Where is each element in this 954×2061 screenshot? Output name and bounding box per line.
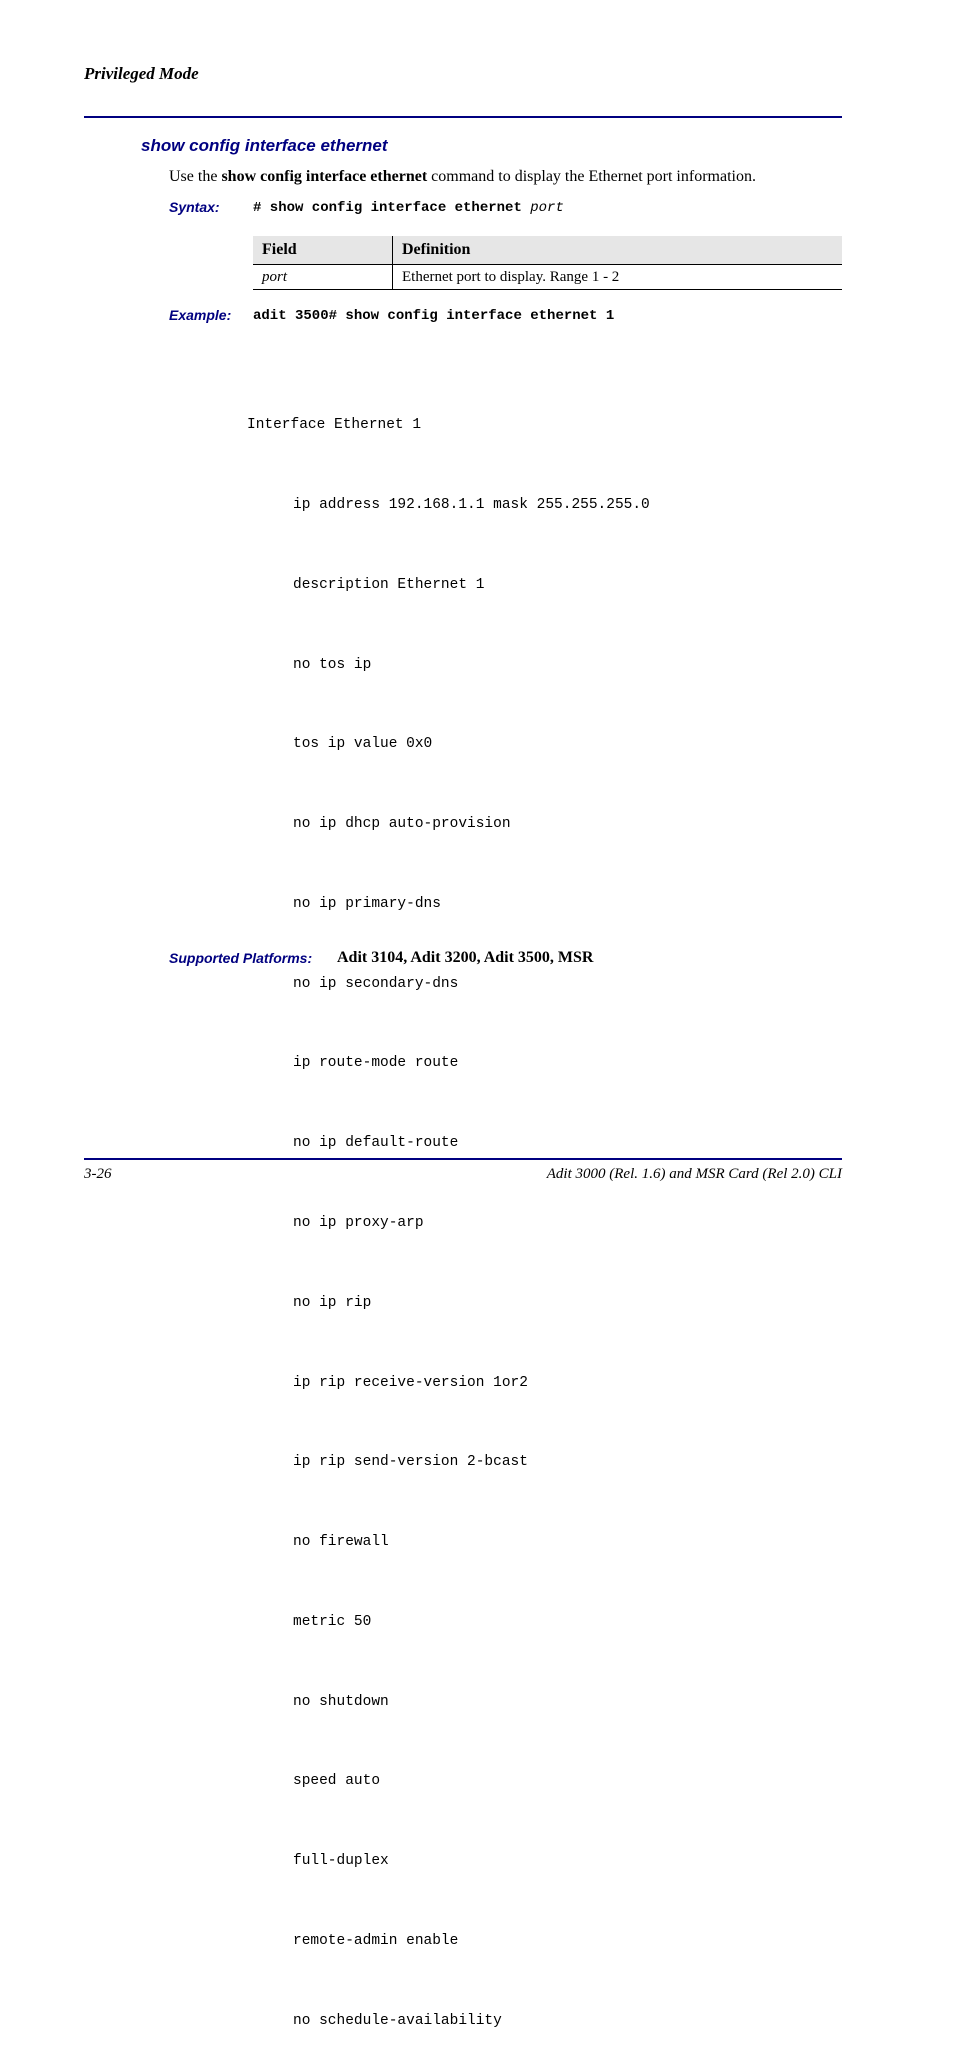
- output-line: ip route-mode route: [293, 1055, 459, 1072]
- output-line: no ip dhcp auto-provision: [293, 816, 511, 833]
- syntax-label: Syntax:: [169, 199, 220, 215]
- command-title: show config interface ethernet: [141, 136, 388, 155]
- output-line: no ip default-route: [293, 1135, 459, 1152]
- output-line: ip rip send-version 2-bcast: [293, 1454, 528, 1471]
- output-line: no tos ip: [293, 656, 372, 673]
- output-line: ip rip receive-version 1or2: [293, 1374, 528, 1391]
- example-command: adit 3500# show config interface ethernet 1: [253, 308, 615, 324]
- output-line: full-duplex: [293, 1853, 389, 1870]
- footer-rule: [84, 1158, 842, 1160]
- table-cell-definition: Ethernet port to display. Range 1 - 2: [393, 265, 843, 290]
- syntax-command-text: # show config interface ethernet: [253, 200, 522, 216]
- intro-suffix: command to display the Ethernet port information.: [427, 168, 756, 185]
- table-header-definition: Definition: [393, 236, 843, 265]
- output-line: Interface Ethernet 1: [247, 417, 422, 434]
- output-line: tos ip value 0x0: [293, 736, 433, 753]
- document-title: Adit 3000 (Rel. 1.6) and MSR Card (Rel 2.0) CLI: [546, 1166, 842, 1182]
- output-line: no ip primary-dns: [293, 895, 441, 912]
- intro-prefix: Use the: [169, 168, 222, 185]
- syntax-param: port: [530, 200, 564, 216]
- output-line: ip address 192.168.1.1 mask 255.255.255.0: [293, 496, 650, 513]
- table-header-row: [253, 236, 842, 265]
- output-line: description Ethernet 1: [293, 576, 485, 593]
- header-rule: [84, 116, 842, 118]
- table-header-field: Field: [253, 236, 393, 265]
- output-line: no ip secondary-dns: [293, 975, 459, 992]
- output-line: no schedule-availability: [293, 2012, 502, 2029]
- intro-paragraph: [169, 168, 756, 186]
- output-line: remote-admin enable: [293, 1933, 459, 1950]
- output-line: no ip rip: [293, 1294, 372, 1311]
- table-row: [253, 265, 842, 290]
- page-number: 3-26: [84, 1166, 112, 1182]
- example-output: [247, 359, 650, 2061]
- output-line: no ip proxy-arp: [293, 1215, 424, 1231]
- syntax-command: [253, 200, 564, 216]
- output-line: speed auto: [293, 1773, 381, 1790]
- example-label: Example:: [169, 307, 232, 323]
- section-header: Privileged Mode: [84, 64, 199, 83]
- output-line: no shutdown: [293, 1693, 389, 1710]
- parameter-table: [253, 236, 842, 290]
- output-line: metric 50: [293, 1613, 372, 1630]
- intro-command: show config interface ethernet: [221, 168, 428, 185]
- output-line: no firewall: [293, 1534, 389, 1551]
- table-cell-field: port: [253, 265, 393, 290]
- platforms-value: Adit 3104, Adit 3200, Adit 3500, MSR: [337, 949, 594, 966]
- platforms-label: Supported Platforms:: [169, 950, 313, 966]
